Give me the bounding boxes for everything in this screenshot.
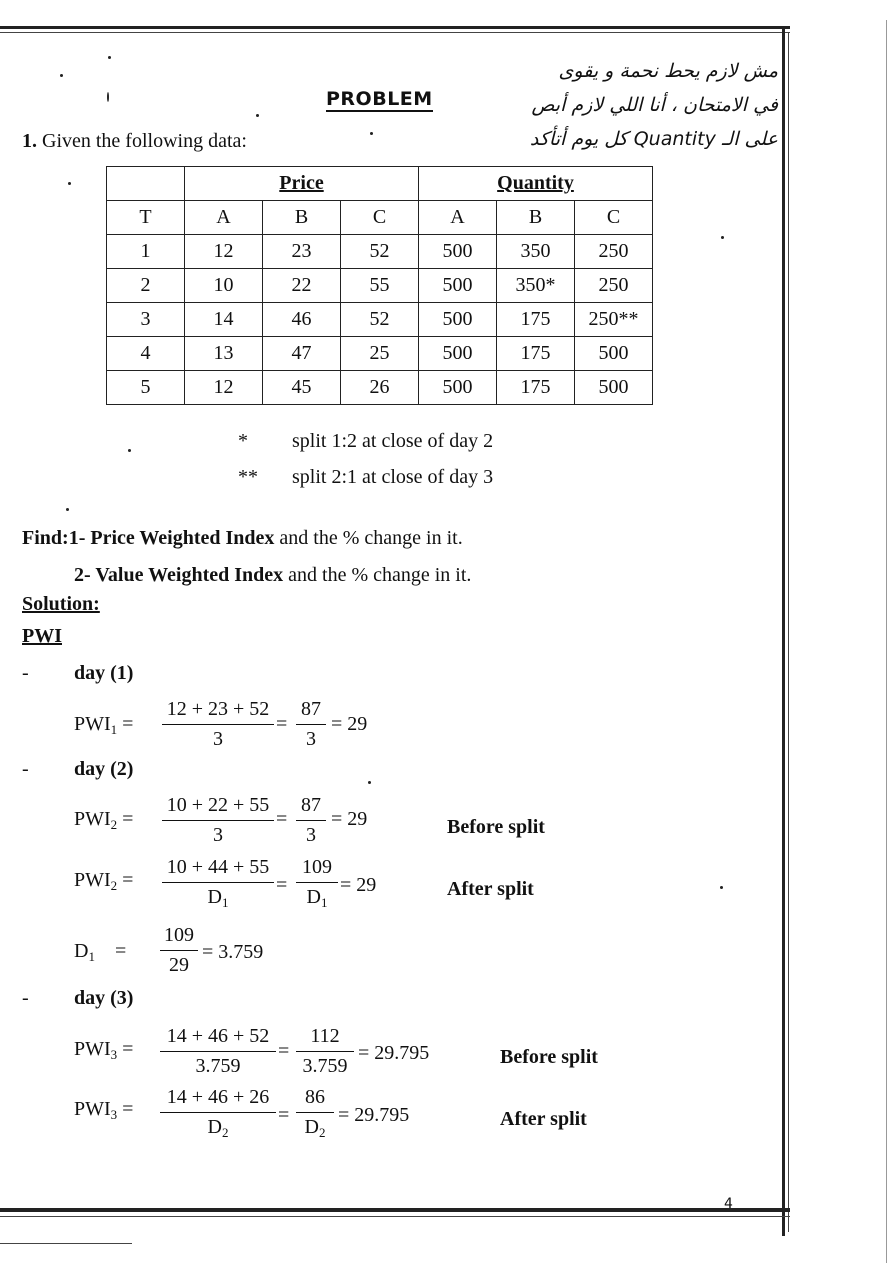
frame-line-top bbox=[0, 26, 790, 29]
frame-line-top-inner bbox=[0, 32, 790, 33]
find-item-prefix: 2- bbox=[74, 564, 96, 586]
eq2b-fraction-2: $\frac{109}{D_1}$ bbox=[296, 856, 338, 909]
question-number: 1. bbox=[22, 130, 37, 152]
table-cell: 500 bbox=[419, 235, 497, 269]
eq2b-result: = 29 bbox=[340, 874, 377, 896]
table-cell: 500 bbox=[419, 337, 497, 371]
eq2a-result: = 29 bbox=[331, 808, 368, 830]
table-cell: 350* bbox=[497, 269, 575, 303]
eq3b-note: After split bbox=[500, 1108, 587, 1130]
handwritten-note-line-2: في الامتحان ، أنا اللي لازم أبص bbox=[531, 94, 778, 116]
eq3b-fraction-2: $\frac{86}{D_2}$ bbox=[296, 1086, 334, 1139]
table-cell: 250** bbox=[575, 303, 653, 337]
table-row bbox=[107, 337, 653, 371]
table-cell: 47 bbox=[263, 337, 341, 371]
table-corner-cell bbox=[107, 167, 185, 201]
bullet-dash: - bbox=[22, 758, 29, 780]
find-item-1 bbox=[22, 527, 463, 550]
table-group-header-row bbox=[107, 167, 653, 201]
table-cell: 52 bbox=[341, 235, 419, 269]
eq3a-fraction-1: $\frac{14 + 46 + 52}{3.759}$ bbox=[160, 1025, 276, 1078]
table-cell: 4 bbox=[107, 337, 185, 371]
table-cell: 10 bbox=[185, 269, 263, 303]
data-table bbox=[106, 166, 653, 405]
day-1-label: day (1) bbox=[74, 662, 134, 684]
table-cell: 12 bbox=[185, 235, 263, 269]
find-item-prefix: 1- bbox=[68, 527, 91, 549]
scan-speck bbox=[370, 132, 373, 135]
table-cell: 250 bbox=[575, 235, 653, 269]
day-2-label: day (2) bbox=[74, 758, 134, 780]
column-header: T bbox=[107, 201, 185, 235]
problem-title: PROBLEM bbox=[326, 88, 433, 110]
footnote-text: split 2:1 at close of day 3 bbox=[292, 466, 494, 488]
eq3a-note: Before split bbox=[500, 1046, 598, 1068]
frame-line-bottom-inner bbox=[0, 1216, 790, 1217]
table-cell: 14 bbox=[185, 303, 263, 337]
find-label: Find: bbox=[22, 527, 69, 549]
table-cell: 250 bbox=[575, 269, 653, 303]
scan-speck bbox=[68, 182, 71, 185]
equals-sign: = bbox=[278, 1040, 290, 1062]
eq1-fraction-2: $\frac{87}{3}$ bbox=[296, 698, 326, 751]
eq2b-fraction-1: $\frac{10 + 44 + 55}{D_1}$ bbox=[162, 856, 274, 909]
equals-sign: = bbox=[276, 874, 288, 896]
eq-d1-fraction: $\frac{109}{29}$ bbox=[160, 924, 198, 977]
find-item-rest: and the % change in it. bbox=[283, 564, 472, 586]
column-header: C bbox=[575, 201, 653, 235]
table-row bbox=[107, 269, 653, 303]
table-cell: 22 bbox=[263, 269, 341, 303]
table-cell: 25 bbox=[341, 337, 419, 371]
scan-speck bbox=[128, 449, 131, 452]
column-header: B bbox=[497, 201, 575, 235]
table-column-header-row bbox=[107, 201, 653, 235]
find-item-bold: Value Weighted Index bbox=[95, 564, 284, 586]
column-header: A bbox=[185, 201, 263, 235]
frame-line-right bbox=[782, 26, 785, 1236]
column-header: C bbox=[341, 201, 419, 235]
column-header: A bbox=[419, 201, 497, 235]
find-item-rest: and the % change in it. bbox=[274, 527, 463, 549]
footnote-mark: * bbox=[238, 430, 248, 452]
scan-speck bbox=[721, 236, 724, 239]
frame-line-right-inner bbox=[788, 32, 789, 1232]
pwi-heading: PWI bbox=[22, 625, 62, 647]
footnote-text: split 1:2 at close of day 2 bbox=[292, 430, 494, 452]
bullet-dash: - bbox=[22, 662, 29, 684]
eq3b-fraction-1: $\frac{14 + 46 + 26}{D_2}$ bbox=[160, 1086, 276, 1139]
question-line bbox=[22, 130, 247, 153]
find-item-bold: Price Weighted Index bbox=[90, 527, 275, 549]
handwritten-note-line-1: مش لازم يحط نحمة و يقوى bbox=[558, 60, 778, 82]
table-cell: 500 bbox=[419, 371, 497, 405]
scan-speck bbox=[256, 114, 259, 117]
table-cell: 26 bbox=[341, 371, 419, 405]
eq3a-result: = 29.795 bbox=[358, 1042, 430, 1064]
scan-speck bbox=[108, 56, 111, 59]
table-cell: 175 bbox=[497, 337, 575, 371]
scan-speck bbox=[720, 886, 723, 889]
eq2a-lhs: $PWI_2$ = bbox=[74, 808, 134, 832]
day-3-label: day (3) bbox=[74, 987, 134, 1009]
eq2a-fraction-1: $\frac{10 + 22 + 55}{3}$ bbox=[162, 794, 274, 847]
table-cell: 46 bbox=[263, 303, 341, 337]
question-text: Given the following data: bbox=[42, 130, 247, 152]
scan-edge bbox=[886, 20, 887, 1263]
eq2b-lhs: $PWI_2$ = bbox=[74, 869, 134, 893]
table-row bbox=[107, 371, 653, 405]
table-cell: 45 bbox=[263, 371, 341, 405]
eq3b-lhs: $PWI_3$ = bbox=[74, 1098, 134, 1122]
price-header: Price bbox=[185, 167, 419, 201]
handwritten-note-line-3: على الـ Quantity كل يوم أتأكد bbox=[529, 128, 778, 150]
page-number: 4 bbox=[724, 1196, 733, 1212]
table-cell: 52 bbox=[341, 303, 419, 337]
table-cell: 3 bbox=[107, 303, 185, 337]
table-row bbox=[107, 303, 653, 337]
eq2a-fraction-2: $\frac{87}{3}$ bbox=[296, 794, 326, 847]
footnote-1 bbox=[238, 430, 493, 453]
eq1-lhs: $PWI_1$ = bbox=[74, 713, 134, 737]
quantity-header: Quantity bbox=[419, 167, 653, 201]
scan-speck bbox=[107, 92, 109, 102]
equals-sign: = bbox=[276, 713, 288, 735]
table-cell: 55 bbox=[341, 269, 419, 303]
footnote-2 bbox=[238, 466, 493, 489]
footer-rule bbox=[0, 1243, 132, 1244]
eq2a-note: Before split bbox=[447, 816, 545, 838]
solution-heading: Solution: bbox=[22, 593, 100, 615]
eq3b-result: = 29.795 bbox=[338, 1104, 410, 1126]
table-cell: 12 bbox=[185, 371, 263, 405]
eq2b-note: After split bbox=[447, 878, 534, 900]
eq1-fraction-1: $\frac{12 + 23 + 52}{3}$ bbox=[162, 698, 274, 751]
equals-sign: = bbox=[276, 808, 288, 830]
eq3a-lhs: $PWI_3$ = bbox=[74, 1038, 134, 1062]
table-row bbox=[107, 235, 653, 269]
table-cell: 500 bbox=[575, 337, 653, 371]
table-cell: 23 bbox=[263, 235, 341, 269]
footnote-mark: ** bbox=[238, 466, 258, 488]
scan-speck bbox=[60, 74, 63, 77]
equals-sign: = bbox=[278, 1104, 290, 1126]
table-cell: 2 bbox=[107, 269, 185, 303]
find-item-2 bbox=[74, 564, 471, 587]
column-header: B bbox=[263, 201, 341, 235]
eq-d1-result: = 3.759 bbox=[202, 941, 264, 963]
table-cell: 13 bbox=[185, 337, 263, 371]
table-cell: 1 bbox=[107, 235, 185, 269]
scan-speck bbox=[66, 508, 69, 511]
scan-speck bbox=[368, 781, 371, 784]
table-cell: 500 bbox=[419, 269, 497, 303]
eq3a-fraction-2: $\frac{112}{3.759}$ bbox=[296, 1025, 354, 1078]
bullet-dash: - bbox=[22, 987, 29, 1009]
table-cell: 350 bbox=[497, 235, 575, 269]
frame-line-bottom bbox=[0, 1208, 790, 1212]
table-cell: 5 bbox=[107, 371, 185, 405]
table-cell: 175 bbox=[497, 303, 575, 337]
table-cell: 500 bbox=[575, 371, 653, 405]
eq1-result: = 29 bbox=[331, 713, 368, 735]
eq-d1-lhs: $D_1$ = bbox=[74, 940, 127, 964]
table-cell: 500 bbox=[419, 303, 497, 337]
table-cell: 175 bbox=[497, 371, 575, 405]
